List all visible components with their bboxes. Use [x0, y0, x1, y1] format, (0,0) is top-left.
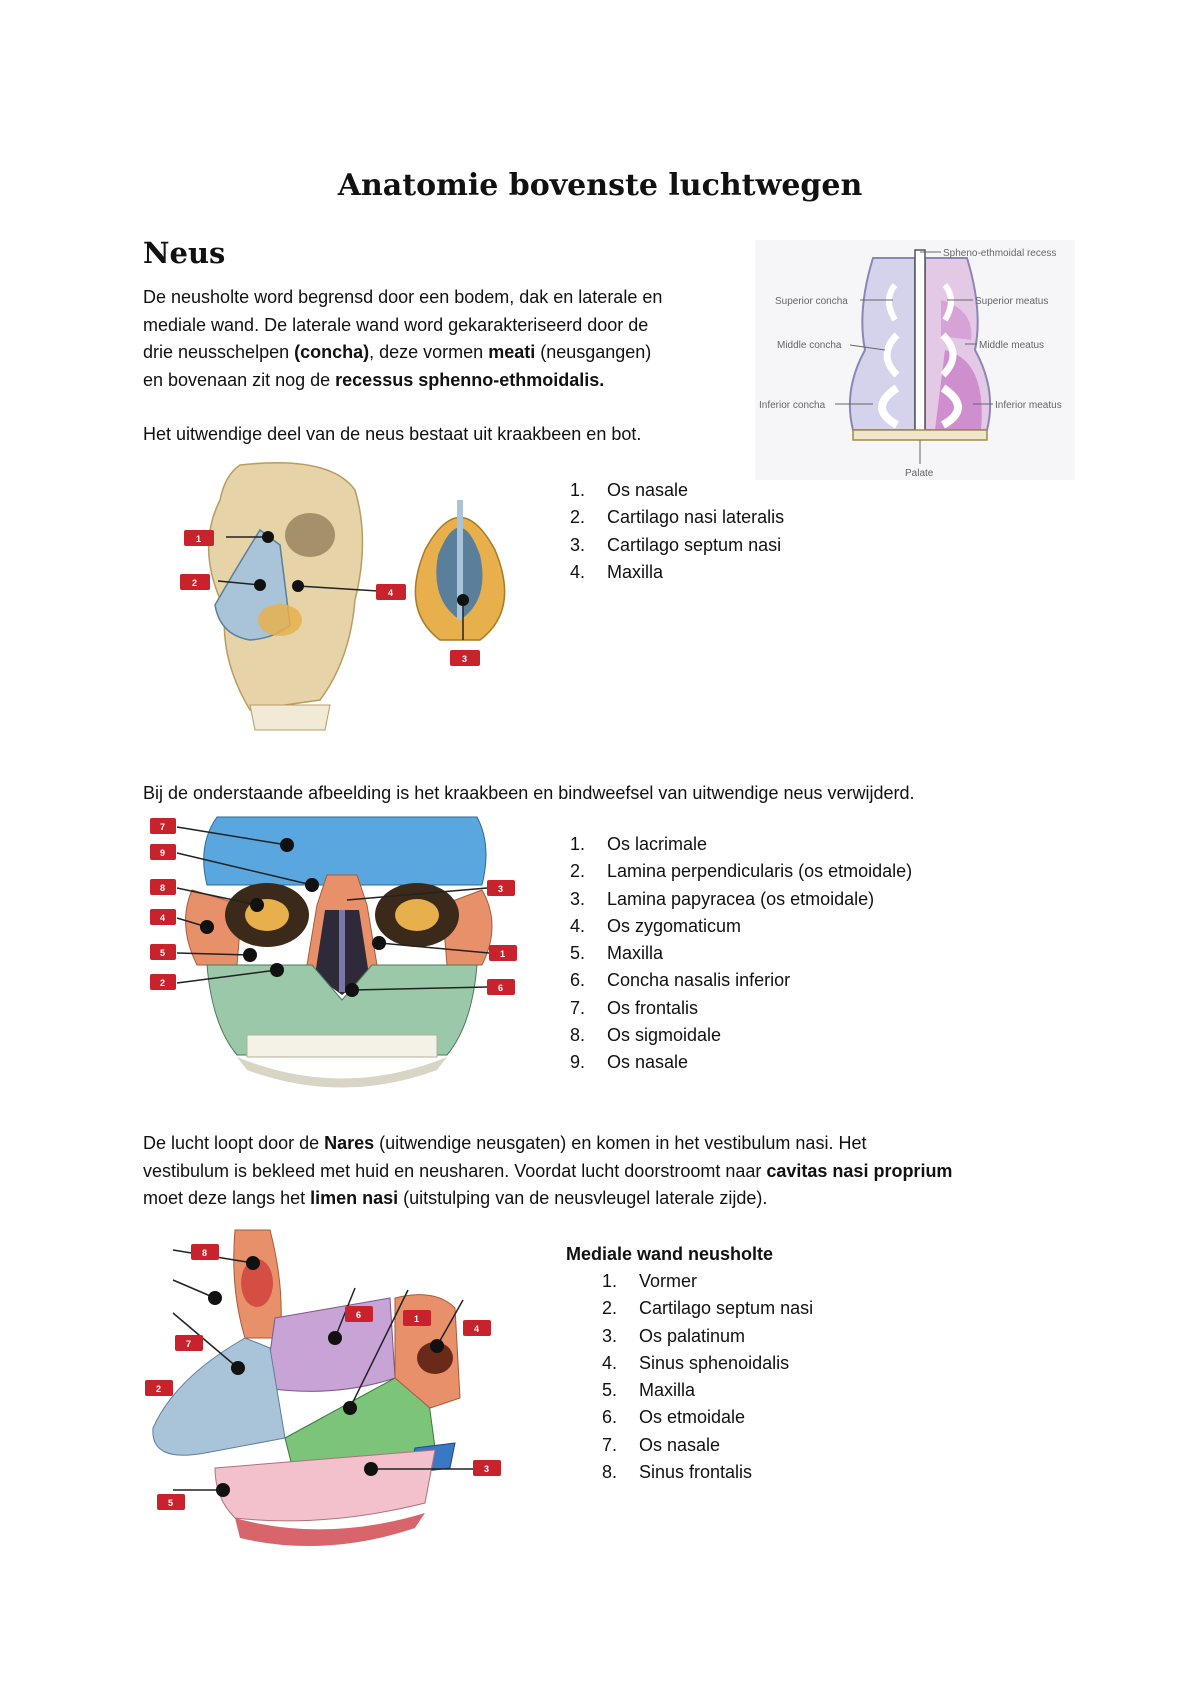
label-middle-concha: Middle concha — [777, 340, 842, 351]
intro-line-2: mediale wand. De laterale wand word gekarakteriseerd door de — [143, 314, 649, 335]
list-item: 8. Os sigmoidale — [570, 1025, 722, 1046]
anterior-skull-figure — [147, 815, 527, 1100]
list-skull-bones — [570, 831, 912, 1077]
svg-text:1: 1 — [500, 949, 506, 959]
svg-text:4: 4 — [388, 588, 394, 598]
svg-text:4: 4 — [160, 913, 166, 923]
svg-text:7: 7 — [160, 822, 166, 832]
list-heading-medial-wall: Mediale wand neusholte — [566, 1244, 774, 1264]
label-middle-meatus: Middle meatus — [979, 340, 1045, 351]
svg-text:1: 1 — [196, 534, 202, 544]
list-item: 5. Maxilla — [570, 943, 664, 964]
list-item: 7. Os nasale — [602, 1434, 721, 1455]
list-item: 2. Cartilago nasi lateralis — [570, 507, 785, 528]
list-item: 9. Os nasale — [570, 1052, 689, 1073]
svg-text:2: 2 — [160, 978, 166, 988]
list-item: 3. Os palatinum — [602, 1325, 746, 1346]
svg-text:5: 5 — [160, 948, 166, 958]
svg-text:9: 9 — [160, 848, 166, 858]
svg-text:4: 4 — [474, 1324, 480, 1334]
label-inferior-concha: Inferior concha — [759, 400, 826, 411]
label-superior-concha: Superior concha — [775, 296, 848, 307]
intro-line-4: en bovenaan zit nog de recessus sphenno-ethmoidalis. — [143, 369, 605, 390]
svg-text:5: 5 — [168, 1498, 174, 1508]
list-external-nose — [570, 477, 784, 586]
svg-text:3: 3 — [498, 884, 504, 894]
list-item: 1. Vormer — [602, 1271, 698, 1291]
svg-text:1: 1 — [414, 1314, 420, 1324]
external-nose-figure — [180, 460, 540, 750]
list-item: 6. Concha nasalis inferior — [570, 970, 791, 991]
list-medial-wall — [602, 1268, 813, 1486]
svg-text:7: 7 — [186, 1339, 192, 1349]
page-title: Anatomie bovenste luchtwegen — [337, 168, 863, 203]
paragraph-nares: De lucht loopt door de Nares (uitwendige neusgaten) en komen in het vestibulum nasi. Het vestibulum is bekleed met huid en neusharen. Voordat lucht doorstroomt naar cavitas nasi proprium moet deze langs het limen nasi (uitstulping van de neusvleugel laterale zijde). — [143, 1133, 953, 1208]
concha-diagram — [755, 240, 1075, 480]
list-item: 6. Os etmoidale — [602, 1407, 746, 1428]
section-title-neus: Neus — [143, 236, 226, 270]
svg-text:8: 8 — [160, 883, 166, 893]
list-item: 2. Lamina perpendicularis (os etmoidale) — [570, 861, 913, 882]
list-item: 7. Os frontalis — [570, 997, 699, 1018]
list-item: 2. Cartilago septum nasi — [602, 1298, 814, 1319]
label-inferior-meatus: Inferior meatus — [995, 400, 1062, 411]
svg-text:6: 6 — [498, 983, 504, 993]
svg-text:3: 3 — [462, 654, 468, 664]
list-item: 4. Os zygomaticum — [570, 915, 742, 936]
medial-wall-figure — [145, 1228, 545, 1578]
svg-text:2: 2 — [192, 578, 198, 588]
paragraph-removed-cartilage: Bij de onderstaande afbeelding is het kraakbeen en bindweefsel van uitwendige neus verwijderd. — [143, 783, 915, 803]
label-superior-meatus: Superior meatus — [975, 296, 1049, 307]
intro-paragraph — [143, 284, 743, 449]
list-item: 5. Maxilla — [602, 1380, 696, 1401]
list-item: 3. Cartilago septum nasi — [570, 534, 782, 555]
label-spheno-recess: Spheno-ethmoidal recess — [943, 248, 1057, 259]
list-item: 4. Maxilla — [570, 561, 664, 582]
list-item: 1. Os nasale — [570, 480, 689, 500]
list-item: 4. Sinus sphenoidalis — [602, 1352, 790, 1373]
label-palate: Palate — [905, 468, 934, 479]
svg-text:2: 2 — [156, 1384, 162, 1394]
intro-line-1: De neusholte word begrensd door een bodem, dak en laterale en — [143, 287, 663, 307]
list-item: 3. Lamina papyracea (os etmoidale) — [570, 888, 875, 909]
list-item: 8. Sinus frontalis — [602, 1462, 753, 1483]
intro-line-3: drie neusschelpen (concha), deze vormen meati (neusgangen) — [143, 342, 652, 362]
svg-text:3: 3 — [484, 1464, 490, 1474]
svg-text:6: 6 — [356, 1310, 362, 1320]
svg-text:8: 8 — [202, 1248, 208, 1258]
intro-line-5: Het uitwendige deel van de neus bestaat uit kraakbeen en bot. — [143, 424, 642, 444]
list-item: 1. Os lacrimale — [570, 834, 708, 854]
